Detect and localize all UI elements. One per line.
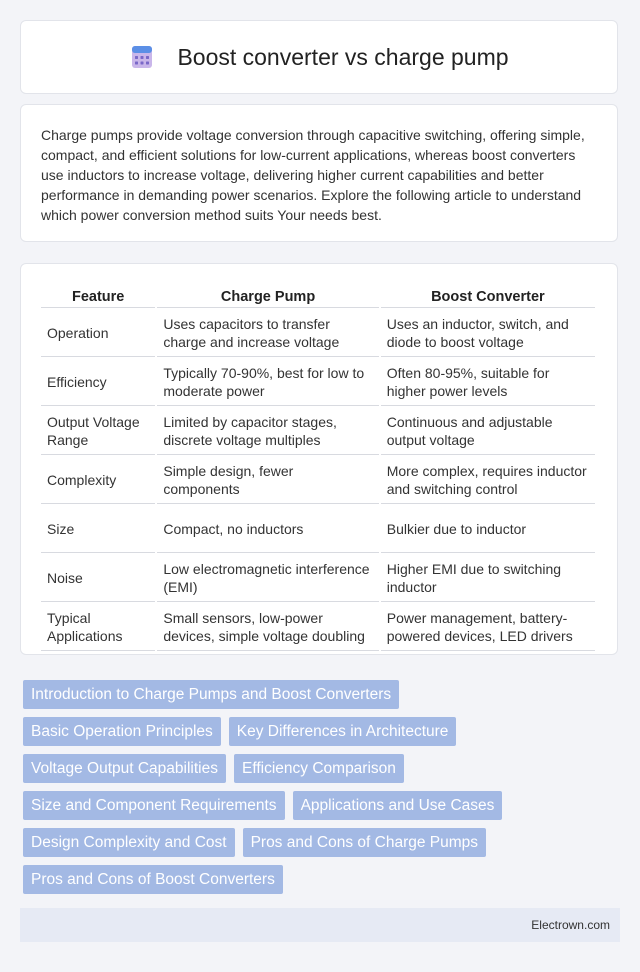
- row-charge-pump: Uses capacitors to transfer charge and increase voltage: [157, 308, 378, 357]
- table-row: [41, 406, 595, 455]
- title-card: [20, 20, 618, 94]
- header-feature: Feature: [41, 284, 155, 308]
- table-row: [41, 602, 595, 651]
- tag-row: [23, 717, 623, 746]
- footer-site[interactable]: Electrown.com: [531, 918, 610, 932]
- row-feature: Operation: [41, 308, 155, 357]
- intro-card: [20, 104, 618, 242]
- table-row: [41, 455, 595, 504]
- row-charge-pump: Small sensors, low-power devices, simple voltage doubling: [157, 602, 378, 651]
- tag-intro[interactable]: Introduction to Charge Pumps and Boost Converters: [23, 680, 399, 709]
- row-charge-pump: Typically 70-90%, best for low to moderate power: [157, 357, 378, 406]
- tag-row: [23, 828, 623, 857]
- row-boost-converter: Higher EMI due to switching inductor: [381, 553, 595, 602]
- tag-row: [23, 865, 623, 894]
- header-boost-converter: Boost Converter: [381, 284, 595, 308]
- table-row: [41, 308, 595, 357]
- calculator-icon: [129, 44, 155, 70]
- topic-tags: [23, 680, 623, 902]
- tag-key-differences[interactable]: Key Differences in Architecture: [229, 717, 457, 746]
- row-feature: Complexity: [41, 455, 155, 504]
- tag-basic-operation[interactable]: Basic Operation Principles: [23, 717, 221, 746]
- table-row: [41, 357, 595, 406]
- table-row: [41, 504, 595, 553]
- page-title: Boost converter vs charge pump: [177, 43, 509, 70]
- row-feature: Output Voltage Range: [41, 406, 155, 455]
- row-feature: Typical Applications: [41, 602, 155, 651]
- row-boost-converter: Often 80-95%, suitable for higher power levels: [381, 357, 595, 406]
- row-boost-converter: Uses an inductor, switch, and diode to boost voltage: [381, 308, 595, 357]
- tag-efficiency[interactable]: Efficiency Comparison: [234, 754, 404, 783]
- row-boost-converter: Bulkier due to inductor: [381, 504, 595, 553]
- tag-design-complexity[interactable]: Design Complexity and Cost: [23, 828, 235, 857]
- table-row: [41, 553, 595, 602]
- footer: [20, 908, 620, 942]
- tag-applications[interactable]: Applications and Use Cases: [293, 791, 503, 820]
- comparison-table-card: [20, 263, 618, 655]
- row-feature: Efficiency: [41, 357, 155, 406]
- header-charge-pump: Charge Pump: [157, 284, 378, 308]
- row-feature: Noise: [41, 553, 155, 602]
- row-charge-pump: Compact, no inductors: [157, 504, 378, 553]
- table-header-row: [41, 284, 595, 308]
- row-charge-pump: Simple design, fewer components: [157, 455, 378, 504]
- row-boost-converter: More complex, requires inductor and switching control: [381, 455, 595, 504]
- tag-pros-cons-boost[interactable]: Pros and Cons of Boost Converters: [23, 865, 283, 894]
- tag-voltage-output[interactable]: Voltage Output Capabilities: [23, 754, 226, 783]
- intro-text: Charge pumps provide voltage conversion through capacitive switching, offering simple, compact, and efficient solutions for low-current applications, whereas boost converters use inductors to increase voltage, delivering higher current capabilities and better performance in demanding power scenarios. Explore the following article to understand which power conversion method suits Your needs best.: [41, 127, 585, 223]
- tag-row: [23, 754, 623, 783]
- row-boost-converter: Continuous and adjustable output voltage: [381, 406, 595, 455]
- tag-size-components[interactable]: Size and Component Requirements: [23, 791, 285, 820]
- tag-row: [23, 680, 623, 709]
- row-charge-pump: Low electromagnetic interference (EMI): [157, 553, 378, 602]
- tag-pros-cons-charge-pumps[interactable]: Pros and Cons of Charge Pumps: [243, 828, 486, 857]
- tag-row: [23, 791, 623, 820]
- row-charge-pump: Limited by capacitor stages, discrete voltage multiples: [157, 406, 378, 455]
- row-feature: Size: [41, 504, 155, 553]
- row-boost-converter: Power management, battery-powered devices, LED drivers: [381, 602, 595, 651]
- comparison-table: [39, 284, 597, 651]
